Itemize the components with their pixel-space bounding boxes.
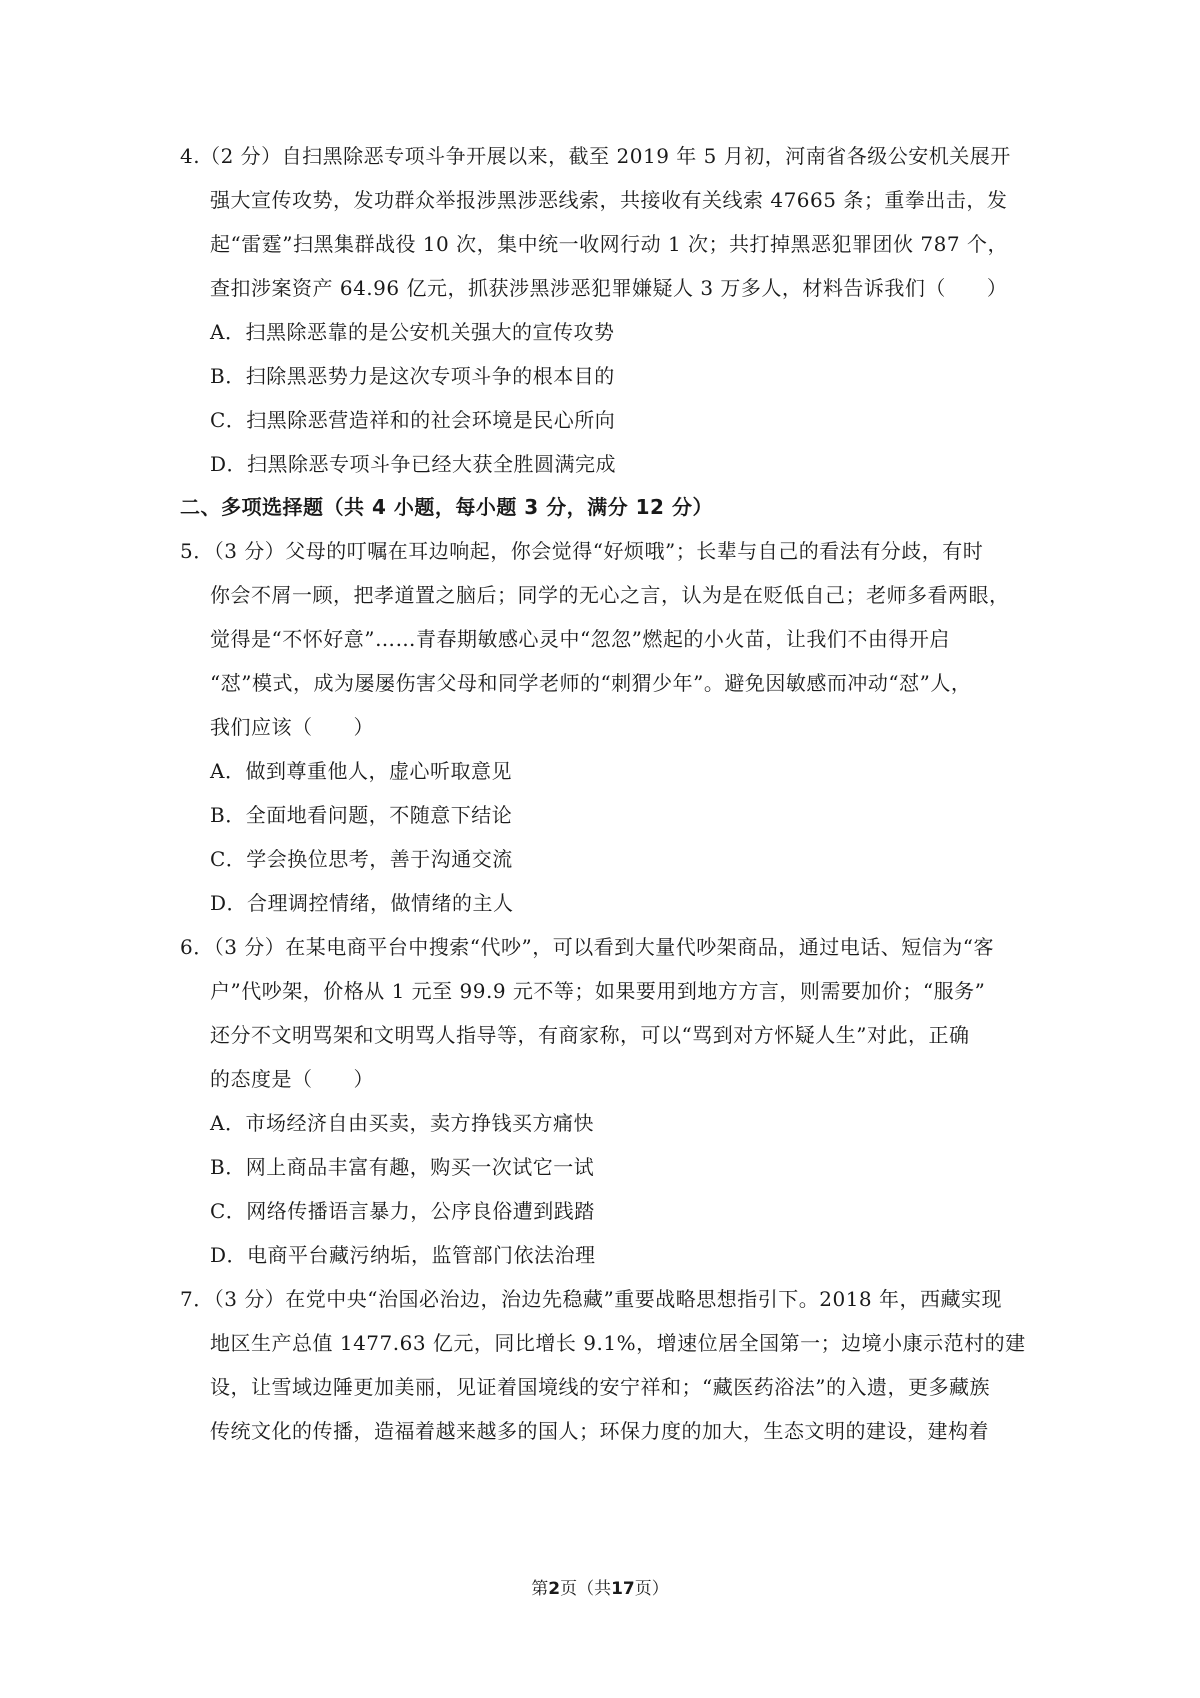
- q5-stem-line-4: “怼”模式，成为屡屡伤害父母和同学老师的“刺猬少年”。避免因敏感而冲动“怼”人，: [210, 671, 972, 695]
- q6-option-d: D．电商平台藏污纳垢，监管部门依法治理: [210, 1243, 596, 1267]
- q6-stem-line-4: 的态度是（ ）: [210, 1067, 374, 1091]
- q7-stem-line-3: 设，让雪域边陲更加美丽，见证着国境线的安宁祥和；“藏医药浴法”的入遗，更多藏族: [210, 1375, 990, 1399]
- q7-stem-line-1: 7．（3 分）在党中央“治国必治边，治边先稳藏”重要战略思想指引下。2018 年，西藏实现: [180, 1287, 1003, 1311]
- q6-stem-line-1: 6．（3 分）在某电商平台中搜索“代吵”，可以看到大量代吵架商品，通过电话、短信为“客: [180, 935, 994, 959]
- footer-suffix: 页）: [634, 1579, 669, 1599]
- q6-stem-line-2: 户”代吵架，价格从 1 元至 99.9 元不等；如果要用到地方方言，则需要加价；“服务”: [210, 979, 986, 1003]
- q5-stem-line-5: 我们应该（ ）: [210, 715, 374, 739]
- q5-stem-line-1: 5．（3 分）父母的叮嘱在耳边响起，你会觉得“好烦哦”；长辈与自己的看法有分歧，有时: [180, 539, 984, 563]
- footer-middle: 页（共: [560, 1579, 612, 1599]
- q4-option-b: B．扫除黑恶势力是这次专项斗争的根本目的: [210, 364, 615, 388]
- q5-stem-line-2: 你会不屑一顾，把孝道置之脑后；同学的无心之言，认为是在贬低自己；老师多看两眼，: [210, 583, 1010, 607]
- q5-option-b: B．全面地看问题，不随意下结论: [210, 803, 513, 827]
- q7-stem-line-4: 传统文化的传播，造福着越来越多的国人；环保力度的加大，生态文明的建设，建构着: [210, 1419, 989, 1443]
- q4-option-a: A．扫黑除恶靠的是公安机关强大的宣传攻势: [210, 320, 615, 344]
- page-footer: [0, 1577, 1200, 1601]
- q7-stem-line-2: 地区生产总值 1477.63 亿元，同比增长 9.1%，增速位居全国第一；边境小康示范村的建: [210, 1331, 1026, 1355]
- q4-stem-line-3: 起“雷霆”扫黑集群战役 10 次，集中统一收网行动 1 次；共打掉黑恶犯罪团伙 787 个，: [210, 232, 1008, 256]
- q6-option-c: C．网络传播语言暴力，公序良俗遭到践踏: [210, 1199, 595, 1223]
- q4-option-c: C．扫黑除恶营造祥和的社会环境是民心所向: [210, 408, 616, 432]
- q4-stem-line-2: 强大宣传攻势，发功群众举报涉黑涉恶线索，共接收有关线索 47665 条；重拳出击，发: [210, 188, 1008, 212]
- q5-option-c: C．学会换位思考，善于沟通交流: [210, 847, 513, 871]
- q4-option-d: D．扫黑除恶专项斗争已经大获全胜圆满完成: [210, 452, 617, 476]
- footer-page-number: 2: [548, 1579, 561, 1599]
- q6-option-a: A．市场经济自由买卖，卖方挣钱买方痛快: [210, 1111, 594, 1135]
- q5-option-a: A．做到尊重他人，虚心听取意见: [210, 759, 512, 783]
- q6-stem-line-3: 还分不文明骂架和文明骂人指导等，有商家称，可以“骂到对方怀疑人生”对此，正确: [210, 1023, 970, 1047]
- footer-prefix: 第: [531, 1579, 549, 1599]
- q5-option-d: D．合理调控情绪，做情绪的主人: [210, 891, 514, 915]
- footer-total-pages: 17: [611, 1579, 635, 1599]
- q4-stem-line-1: 4.（2 分）自扫黑除恶专项斗争开展以来，截至 2019 年 5 月初，河南省各级公安机关展开: [180, 144, 1011, 168]
- section-heading: 二、多项选择题（共 4 小题，每小题 3 分，满分 12 分）: [180, 495, 713, 519]
- q6-option-b: B．网上商品丰富有趣，购买一次试它一试: [210, 1155, 595, 1179]
- q4-stem-line-4: 查扣涉案资产 64.96 亿元，抓获涉黑涉恶犯罪嫌疑人 3 万多人，材料告诉我们（ ）: [210, 276, 1008, 300]
- q5-stem-line-3: 觉得是“不怀好意”……青春期敏感心灵中“忽忽”燃起的小火苗，让我们不由得开启: [210, 627, 950, 651]
